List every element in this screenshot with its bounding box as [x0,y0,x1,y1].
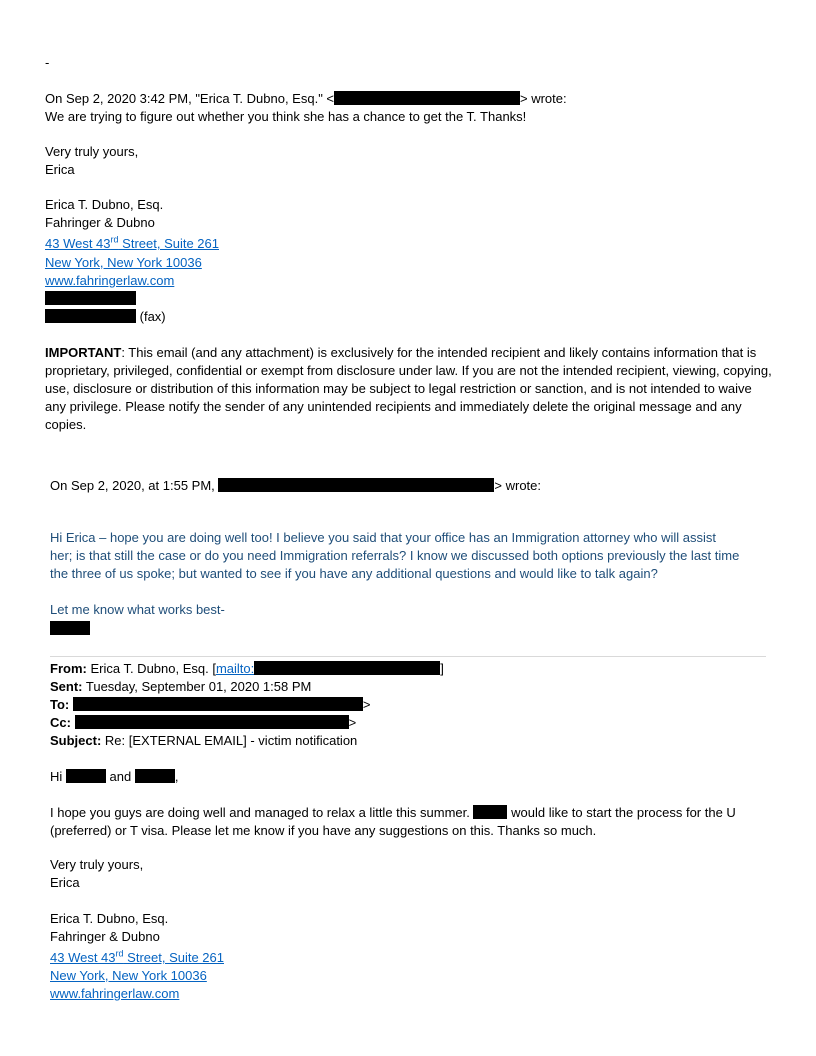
reply-line-2: her; is that still the case or do you need Immigration referrals? I know we discussed both options previously the last time [50,548,740,563]
subject-line [50,732,357,750]
redacted-name [50,621,90,635]
sent-value: Tuesday, September 01, 2020 1:58 PM [82,679,312,694]
redacted-recipients [73,697,363,711]
redacted-name [473,805,507,819]
important-text: : This email (and any attachment) is exclusively for the intended recipient and likely contains information that is proprietary, privileged, confidential or exempt from disclosure under law. If you are not the intended recipient, viewing, copying, use, disclosure or distribution of this information may be subject to legal restriction or sanction, and is not intended to waive any privilege. Please notify the sender of any unintended recipients and immediately delete the original message and any copies. [45,345,772,432]
sent-line [50,678,311,696]
from-label: From: [50,661,87,676]
mailto-link[interactable]: mailto: [215,661,255,676]
redacted-name [66,769,106,783]
signature2-city-link[interactable]: New York, New York 10036 [50,968,207,983]
message2-closing: Very truly yours, [50,857,144,872]
signature1-website-link[interactable]: www.fahringerlaw.com [45,273,175,288]
reply-line-3: the three of us spoke; but wanted to see if you have any additional questions and would like to talk again? [50,566,658,581]
subject-value: Re: [EXTERNAL EMAIL] - victim notification [101,733,358,748]
signature1-city-link[interactable]: New York, New York 10036 [45,255,202,270]
from-line: From: Erica T. Dubno, Esq. [mailto: ] [50,661,444,676]
dash-line: - [45,55,50,70]
redacted-phone [45,291,136,305]
reply-header-suffix: > wrote: [494,478,542,493]
signature2-name: Erica T. Dubno, Esq. [50,911,169,926]
quoted-header-suffix: > wrote: [520,91,567,106]
signature2-address-link[interactable]: 43 West 43rd Street, Suite 261 [50,948,224,965]
signature1-fax [45,308,166,326]
signature1-phone [45,290,136,308]
message2-body-line-2: (preferred) or T visa. Please let me know if you have any suggestions on this. Thanks so much. [50,823,597,838]
redacted-cc [75,715,349,729]
reply-header-prefix: On Sep 2, 2020, at 1:55 PM, [50,478,215,493]
message2-name: Erica [50,875,80,890]
important-notice [45,344,775,434]
signature1-name: Erica T. Dubno, Esq. [45,197,164,212]
to-line: To: > [50,697,371,712]
signature2-firm: Fahringer & Dubno [50,929,160,944]
redacted-name [135,769,175,783]
fax-label: (fax) [139,309,166,324]
signature1-address-link[interactable]: 43 West 43rd Street, Suite 261 [45,234,219,251]
reply-header [50,477,541,495]
reply-line-1: Hi Erica – hope you are doing well too! I believe you said that your office has an Immigration attorney who will assist [50,530,716,545]
message2-body-line-1: I hope you guys are doing well and managed to relax a little this summer. would like to start the process for the U [50,805,736,820]
signature1-firm: Fahringer & Dubno [45,215,155,230]
redacted-email [334,91,520,105]
message1-name: Erica [45,162,75,177]
sent-label: Sent: [50,679,83,694]
signature2-website-link[interactable]: www.fahringerlaw.com [50,986,180,1001]
message1-body: We are trying to figure out whether you think she has a chance to get the T. Thanks! [45,109,527,124]
to-label: To: [50,697,70,712]
redacted-email [254,661,440,675]
cc-label: Cc: [50,715,71,730]
redacted-fax-number [45,309,136,323]
message2-greeting: Hi and , [50,769,179,784]
from-value: Erica T. Dubno, Esq. [ [86,661,216,676]
important-label: IMPORTANT [45,345,122,360]
message1-closing: Very truly yours, [45,144,139,159]
cc-line: Cc: > [50,715,357,730]
reply-closing: Let me know what works best- [50,602,225,617]
redacted-sender [218,478,494,492]
quoted-header-prefix: On Sep 2, 2020 3:42 PM, "Erica T. Dubno, Esq." < [45,91,335,106]
quoted-header [45,90,567,108]
reply-signoff [50,620,90,638]
header-divider [50,656,766,657]
subject-label: Subject: [50,733,102,748]
